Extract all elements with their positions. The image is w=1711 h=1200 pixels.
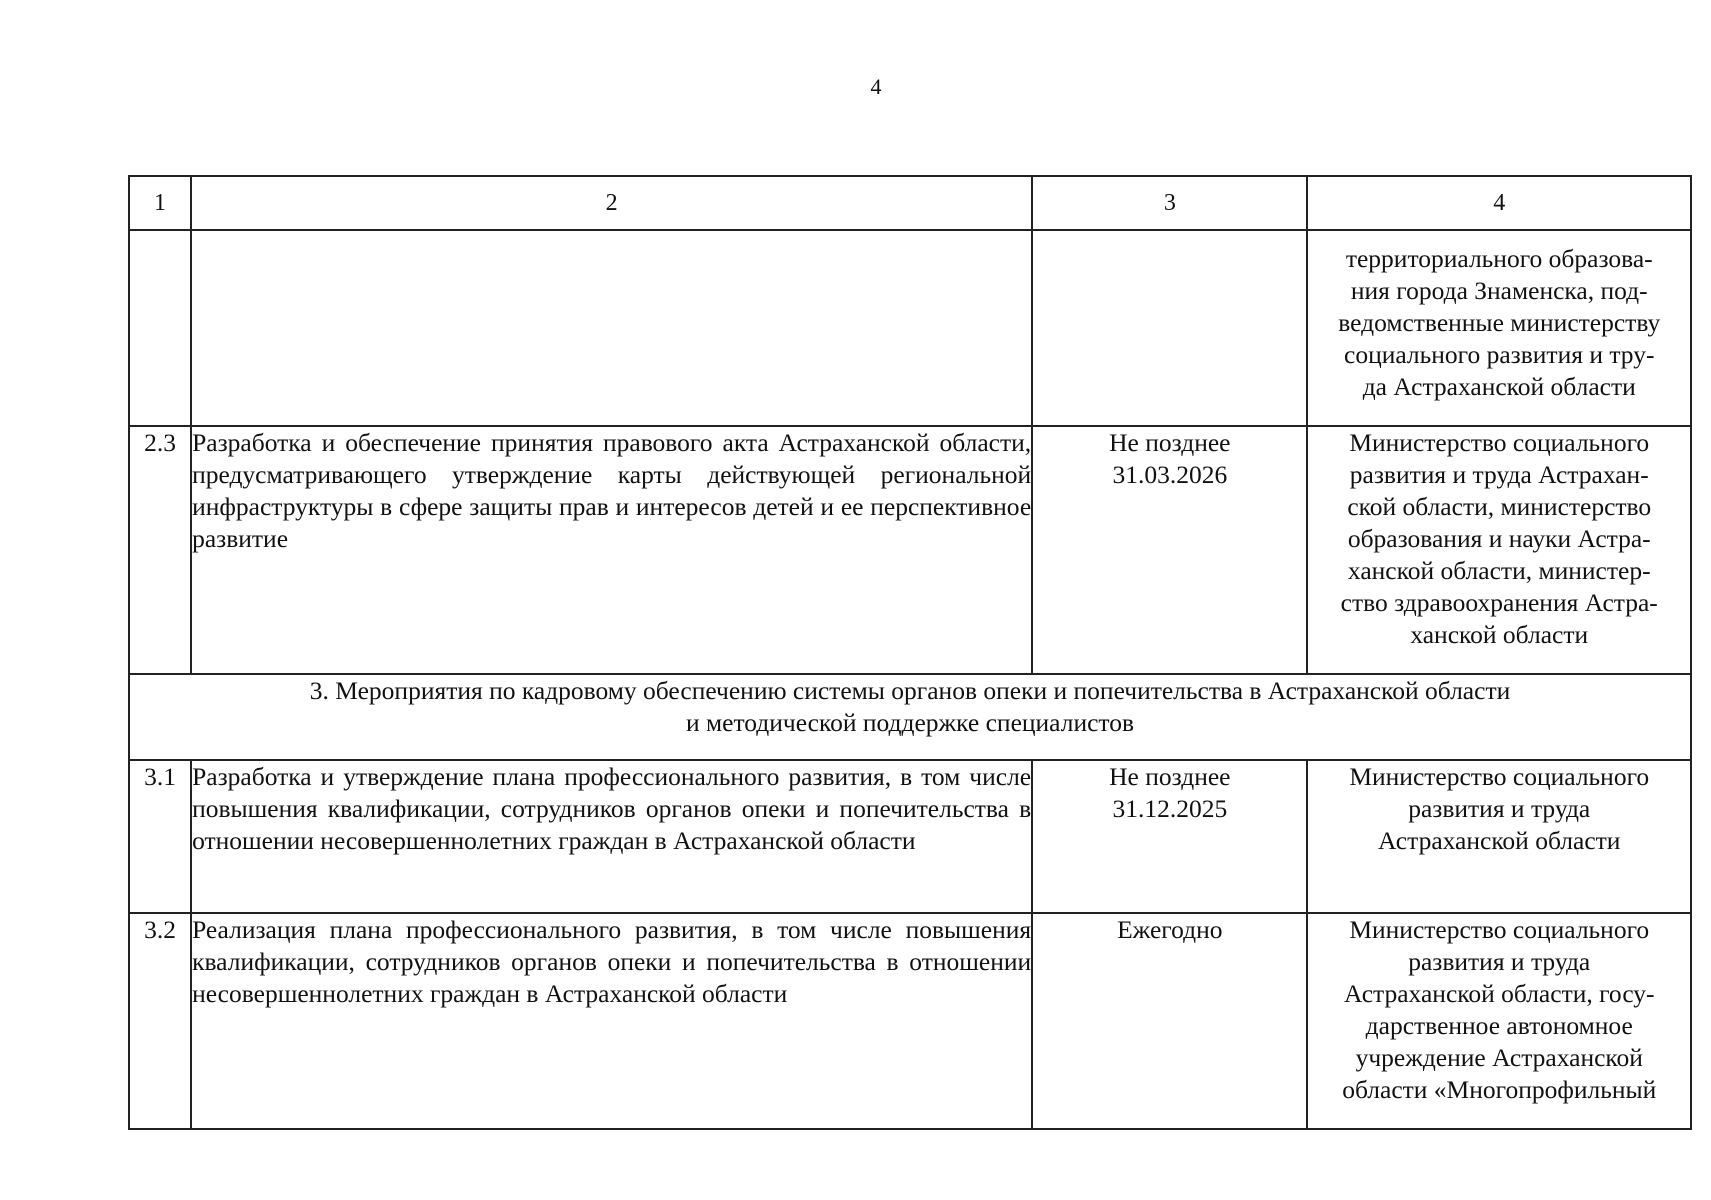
row-term: Не позднее 31.12.2025 <box>1032 760 1307 913</box>
page-number: 4 <box>870 74 882 99</box>
column-header: 1 <box>129 176 191 230</box>
table-row <box>129 230 1691 426</box>
section-title-line1: 3. Мероприятия по кадровому обеспечению системы органов опеки и попечительства в Астраханской области <box>309 676 1511 705</box>
row-responsible: Министерство социального развития и труда Астраханской области, госу- дарственное автономное учреждение Астраханской области «Многопрофильный <box>1307 913 1691 1129</box>
column-number-row <box>129 176 1691 230</box>
column-header: 2 <box>191 176 1032 230</box>
row-responsible: Министерство социального развития и труда Астрахан- ской области, министерство образования и науки Астра- ханской области, министер- ство здравоохранения Астра- ханской области <box>1307 426 1691 674</box>
row-number <box>129 230 191 426</box>
column-header: 3 <box>1032 176 1307 230</box>
table-row <box>129 426 1691 674</box>
row-term: Ежегодно <box>1032 913 1307 1129</box>
row-description: Разработка и обеспечение принятия правового акта Астраханской области, предусматривающего утверждение карты действующей региональной инфраструктуры в сфере защиты прав и интересов детей и ее перспективное развитие <box>191 426 1032 674</box>
table-row <box>129 760 1691 913</box>
row-description: Реализация плана профессионального развития, в том числе повышения квалификации, сотрудников органов опеки и попечительства в отношении несовершеннолетних граждан в Астраханской области <box>191 913 1032 1129</box>
row-term <box>1032 230 1307 426</box>
table-row <box>129 913 1691 1129</box>
column-header: 4 <box>1307 176 1691 230</box>
row-description: Разработка и утверждение плана профессионального развития, в том числе повышения квалификации, сотрудников органов опеки и попечительства в отношении несовершеннолетних граждан в Астраханской области <box>191 760 1032 913</box>
row-responsible: Министерство социального развития и труда Астраханской области <box>1307 760 1691 913</box>
section-title-line2: и методической поддержке специалистов <box>685 708 1135 737</box>
section-title <box>129 674 1691 760</box>
row-number: 2.3 <box>129 426 191 674</box>
section-header-row <box>129 674 1691 760</box>
row-number: 3.2 <box>129 913 191 1129</box>
row-number: 3.1 <box>129 760 191 913</box>
plan-table <box>128 175 1692 1130</box>
row-responsible: территориального образова- ния города Знаменска, под- ведомственные министерству социального развития и тру- да Астраханской области <box>1307 230 1691 426</box>
row-description <box>191 230 1032 426</box>
row-term: Не позднее 31.03.2026 <box>1032 426 1307 674</box>
